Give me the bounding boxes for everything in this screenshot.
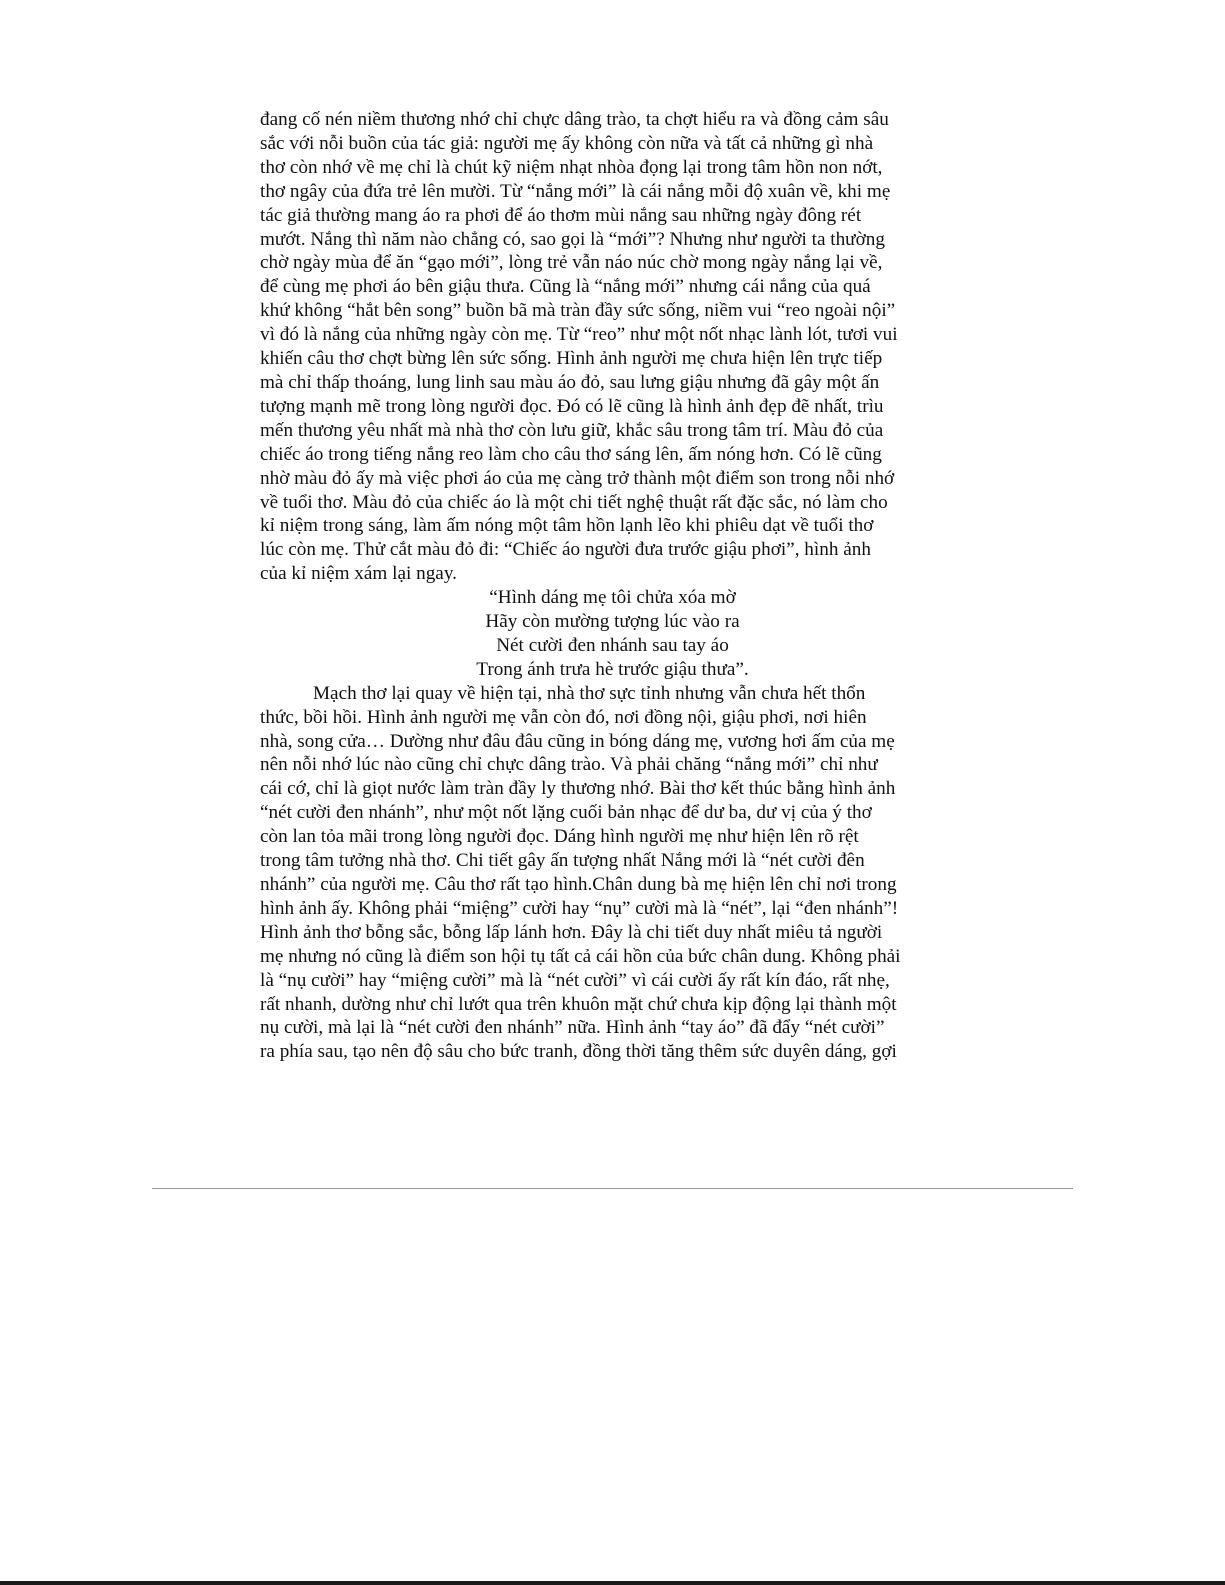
text-line: mà chỉ thấp thoáng, lung linh sau màu áo đỏ, sau lưng giậu nhưng đã gây một ấn bbox=[260, 371, 880, 393]
text-line: về tuổi thơ. Màu đỏ của chiếc áo là một chi tiết nghệ thuật rất đặc sắc, nó làm cho bbox=[260, 491, 888, 513]
text-line: hình ảnh ấy. Không phải “miệng” cười hay “nụ” cười mà là “nét”, lại “đen nhánh”! bbox=[260, 897, 899, 919]
text-line: nhờ màu đỏ ấy mà việc phơi áo của mẹ càng trở thành một điểm son trong nỗi nhớ bbox=[260, 467, 895, 489]
text-line: Hình ảnh thơ bỗng sắc, bỗng lấp lánh hơn. Đây là chi tiết duy nhất miêu tả người bbox=[260, 921, 883, 943]
text-line: của kỉ niệm xám lại ngay. bbox=[260, 563, 457, 585]
paragraph-2 bbox=[260, 682, 965, 1065]
text-line: trong tâm tưởng nhà thơ. Chi tiết gây ấn tượng nhất Nắng mới là “nét cười đên bbox=[260, 850, 865, 872]
page-bottom-edge bbox=[0, 1581, 1225, 1585]
poem-line: Nét cười đen nhánh sau tay áo bbox=[496, 634, 729, 656]
document-body bbox=[260, 108, 965, 1064]
text-line: thơ còn nhớ về mẹ chỉ là chút kỹ niệm nhạt nhòa đọng lại trong tâm hồn non nớt, bbox=[260, 156, 883, 178]
text-line: nụ cười, mà lại là “nét cười đen nhánh” nữa. Hình ảnh “tay áo” đã đẩy “nét cười” bbox=[260, 1017, 885, 1039]
text-line: nhà, song cửa… Dường như đâu đâu cũng in bóng dáng mẹ, vương hơi ấm của mẹ bbox=[260, 730, 895, 752]
text-line: chờ ngày mùa để ăn “gạo mới”, lòng trẻ vẫn náo núc chờ mong ngày nắng lại về, bbox=[260, 252, 883, 274]
text-line: là “nụ cười” hay “miệng cười” mà là “nét cười” vì cái cười ấy rất kín đáo, rất nhẹ, bbox=[260, 969, 890, 991]
text-line: kỉ niệm trong sáng, làm ấm nóng một tâm hồn lạnh lẽo khi phiêu dạt về tuổi thơ bbox=[260, 515, 874, 537]
poem-line: Hãy còn mường tượng lúc vào ra bbox=[485, 611, 740, 633]
text-line: vì đó là nắng của những ngày còn mẹ. Từ “reo” như một nốt nhạc lành lót, tươi vui bbox=[260, 324, 898, 346]
text-line: sắc với nỗi buồn của tác giả: người mẹ ấy không còn nữa và tất cả những gì nhà bbox=[260, 132, 874, 154]
text-line: mẹ nhưng nó cũng là điểm son hội tụ tất cả cái hồn của bức chân dung. Không phải bbox=[260, 945, 901, 967]
text-line: đang cố nén niềm thương nhớ chỉ chực dâng trào, ta chợt hiểu ra và đồng cảm sâu bbox=[260, 109, 889, 130]
text-line: nên nỗi nhớ lúc nào cũng chỉ chực dâng trào. Và phải chăng “nắng mới” chỉ như bbox=[260, 754, 878, 776]
text-line: chiếc áo trong tiếng nắng reo làm cho câu thơ sáng lên, ấm nóng hơn. Có lẽ cũng bbox=[260, 443, 882, 465]
page-divider bbox=[152, 1188, 1073, 1189]
text-line: “nét cười đen nhánh”, như một nốt lặng cuối bản nhạc để dư ba, dư vị của ý thơ bbox=[260, 802, 872, 824]
text-line: còn lan tỏa mãi trong lòng người đọc. Dáng hình người mẹ như hiện lên rõ rệt bbox=[260, 826, 859, 848]
text-line: nhánh” của người mẹ. Câu thơ rất tạo hình.Chân dung bà mẹ hiện lên chỉ nơi trong bbox=[260, 874, 897, 895]
text-line: lúc còn mẹ. Thử cắt màu đỏ đi: “Chiếc áo người đưa trước giậu phơi”, hình ảnh bbox=[260, 539, 871, 561]
text-line: tượng mạnh mẽ trong lòng người đọc. Đó có lẽ cũng là hình ảnh đẹp đẽ nhất, trìu bbox=[260, 395, 884, 417]
paragraph-1 bbox=[260, 108, 965, 586]
text-line: khứ không “hắt bên song” buồn bã mà tràn đầy sức sống, niềm vui “reo ngoài nội” bbox=[260, 300, 896, 322]
poem-quote bbox=[260, 586, 965, 682]
text-line: thức, bồi hồi. Hình ảnh người mẹ vẫn còn đó, nơi đồng nội, giậu phơi, nơi hiên bbox=[260, 706, 867, 728]
text-line: mướt. Nắng thì năm nào chẳng có, sao gọi là “mới”? Nhưng như người ta thường bbox=[260, 228, 885, 250]
text-line: mến thương yêu nhất mà nhà thơ còn lưu giữ, khắc sâu trong tâm trí. Màu đỏ của bbox=[260, 419, 884, 441]
text-line: Mạch thơ lại quay về hiện tại, nhà thơ sực tỉnh nhưng vẫn chưa hết thổn bbox=[313, 682, 866, 704]
text-line: để cùng mẹ phơi áo bên giậu thưa. Cũng là “nắng mới” nhưng cái nắng của quá bbox=[260, 276, 871, 298]
text-line: tác giả thường mang áo ra phơi để áo thơm mùi nắng sau những ngày đông rét bbox=[260, 204, 862, 226]
text-line: thơ ngây của đứa trẻ lên mười. Từ “nắng mới” là cái nắng mỗi độ xuân về, khi mẹ bbox=[260, 180, 891, 202]
text-line: cái cớ, chỉ là giọt nước làm tràn đầy ly thương nhớ. Bài thơ kết thúc bằng hình ảnh bbox=[260, 778, 896, 800]
text-line: khiến câu thơ chợt bừng lên sức sống. Hình ảnh người mẹ chưa hiện lên trực tiếp bbox=[260, 348, 883, 370]
poem-line: Trong ánh trưa hè trước giậu thưa”. bbox=[476, 658, 749, 680]
text-line: ra phía sau, tạo nên độ sâu cho bức tranh, đồng thời tăng thêm sức duyên dáng, gợi bbox=[260, 1041, 897, 1063]
text-line: rất nhanh, dường như chỉ lướt qua trên khuôn mặt chứ chưa kịp động lại thành một bbox=[260, 993, 897, 1015]
poem-line: “Hình dáng mẹ tôi chửa xóa mờ bbox=[489, 587, 736, 609]
